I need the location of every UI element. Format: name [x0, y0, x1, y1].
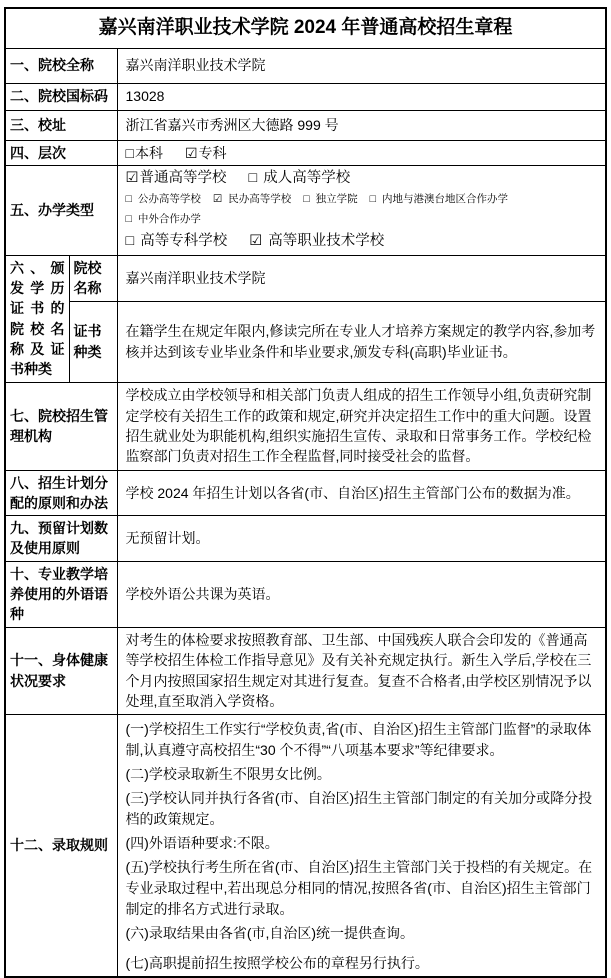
- value-foreign-language: 学校外语公共课为英语。: [117, 561, 606, 627]
- school-type-line2: [126, 189, 598, 229]
- school-type-line3: [126, 229, 598, 253]
- option-label: 本科: [134, 144, 163, 161]
- checkbox-checked-icon: ☑: [212, 192, 223, 205]
- label-school-full-name: 一、院校全称: [5, 48, 117, 83]
- label-health-requirement: 十一、身体健康状况要求: [5, 627, 117, 714]
- admission-charter-table: [4, 7, 607, 978]
- school-type-line1: [126, 168, 598, 189]
- label-education-level: 四、层次: [5, 140, 117, 165]
- option-label: 普通高等学校: [139, 169, 227, 186]
- option-regular-college: [126, 170, 227, 186]
- value-education-level: [117, 140, 606, 165]
- value-admission-admin-org: 学校成立由学校领导和相关部门负责人组成的招生工作领导小组,负责研究制定学校有关招生工作的政策和规定,研究并决定招生工作中的重大问题。设置招生就业处为职能机构,组织实施招生宣传、录取和日常事务工作。学校纪检监察部门负责对招生工作全程监督,同时接受社会的监督。: [117, 382, 606, 470]
- checkbox-unchecked-icon: □: [248, 169, 258, 186]
- option-higher-specialized-school: [126, 233, 228, 249]
- label-admission-admin-org: 七、院校招生管理机构: [5, 382, 117, 470]
- label-plan-allocation: 八、招生计划分配的原则和办法: [5, 470, 117, 516]
- value-school-full-name: 嘉兴南洋职业技术学院: [117, 48, 606, 83]
- checkbox-unchecked-icon: □: [369, 192, 376, 205]
- page-title: 嘉兴南洋职业技术学院 2024 年普通高校招生章程: [5, 8, 606, 48]
- option-label: 中外合作办学: [137, 212, 201, 225]
- admission-rule-item: (三)学校认同并执行各省(市、自治区)招生主管部门制定的有关加分或降分投档的政策规定。: [125, 789, 593, 827]
- label-certificate-issuing: 六、颁发学历证书的院校名称及证书种类: [5, 255, 69, 382]
- value-admission-rules: [117, 714, 606, 977]
- checkbox-unchecked-icon: □: [125, 144, 134, 161]
- admission-rule-item: (六)录取结果由各省(市,自治区)统一提供查询。: [125, 924, 415, 941]
- option-benke: [126, 145, 163, 161]
- checkbox-checked-icon: ☑: [249, 232, 263, 249]
- option-label: 成人高等学校: [263, 169, 351, 186]
- checkbox-unchecked-icon: □: [125, 232, 135, 249]
- value-school-type: [117, 165, 606, 255]
- option-label: 公办高等学校: [137, 192, 201, 205]
- label-school-address: 三、校址: [5, 110, 117, 140]
- checkbox-unchecked-icon: □: [125, 192, 132, 205]
- admission-rule-item: (四)外语语种要求:不限。: [125, 834, 279, 851]
- checkbox-unchecked-icon: □: [303, 192, 310, 205]
- value-certificate-college-name: 嘉兴南洋职业技术学院: [117, 255, 606, 301]
- checkbox-checked-icon: ☑: [184, 144, 198, 161]
- option-private-college: [213, 193, 291, 205]
- checkbox-checked-icon: ☑: [125, 169, 139, 186]
- option-public-college: [126, 193, 201, 205]
- checkbox-unchecked-icon: □: [125, 212, 132, 225]
- option-label: 民办高等学校: [228, 192, 292, 205]
- option-sino-foreign-coop: [126, 213, 201, 225]
- option-hkmotw-coop: [370, 193, 508, 205]
- admission-rule-item: (七)高职提前招生按照学校公布的章程另行执行。: [125, 954, 429, 971]
- option-label: 独立学院: [315, 192, 358, 205]
- option-higher-vocational-school: [249, 233, 384, 249]
- value-school-address: 浙江省嘉兴市秀洲区大德路 999 号: [117, 110, 606, 140]
- label-reserved-plan: 九、预留计划数及使用原则: [5, 516, 117, 562]
- sub-label-college-name: 院校名称: [69, 255, 117, 301]
- value-plan-allocation: 学校 2024 年招生计划以各省(市、自治区)招生主管部门公布的数据为准。: [117, 470, 606, 516]
- option-label: 内地与港澳台地区合作办学: [381, 192, 508, 205]
- label-foreign-language: 十、专业教学培养使用的外语语种: [5, 561, 117, 627]
- value-school-national-code: 13028: [117, 83, 606, 110]
- value-certificate-type: 在籍学生在规定年限内,修读完所在专业人才培养方案规定的教学内容,参加考核并达到该专业毕业条件和毕业要求,颁发专科(高职)毕业证书。: [117, 301, 606, 382]
- admission-rule-item: (一)学校招生工作实行“学校负责,省(市、自治区)招生主管部门监督”的录取体制,认真遵守高校招生“30 个不得”“八项基本要求”等纪律要求。: [125, 720, 592, 758]
- label-school-type: 五、办学类型: [5, 165, 117, 255]
- option-label: 高等专科学校: [140, 232, 228, 249]
- option-adult-college: [249, 170, 351, 186]
- label-school-national-code: 二、院校国标码: [5, 83, 117, 110]
- option-independent-institute: [303, 193, 357, 205]
- option-label: 高等职业技术学校: [268, 232, 385, 249]
- value-reserved-plan: 无预留计划。: [117, 516, 606, 562]
- sub-label-certificate-type: 证书种类: [69, 301, 117, 382]
- admission-rule-item: (二)学校录取新生不限男女比例。: [125, 765, 331, 782]
- label-admission-rules: 十二、录取规则: [5, 714, 117, 977]
- admission-rule-item: (五)学校执行考生所在省(市、自治区)招生主管部门关于投档的有关规定。在专业录取过程中,若出现总分相同的情况,按照各省(市、自治区)招生主管部门制定的排名方式进行录取。: [125, 858, 593, 917]
- option-label: 专科: [198, 144, 227, 161]
- value-health-requirement: 对考生的体检要求按照教育部、卫生部、中国残疾人联合会印发的《普通高等学校招生体检工作指导意见》及有关补充规定执行。新生入学后,学校在三个月内按照国家招生规定对其进行复查。复查不合格者,由学校区别情况予以处理,直至取消入学资格。: [117, 627, 606, 714]
- option-zhuanke: [185, 145, 227, 161]
